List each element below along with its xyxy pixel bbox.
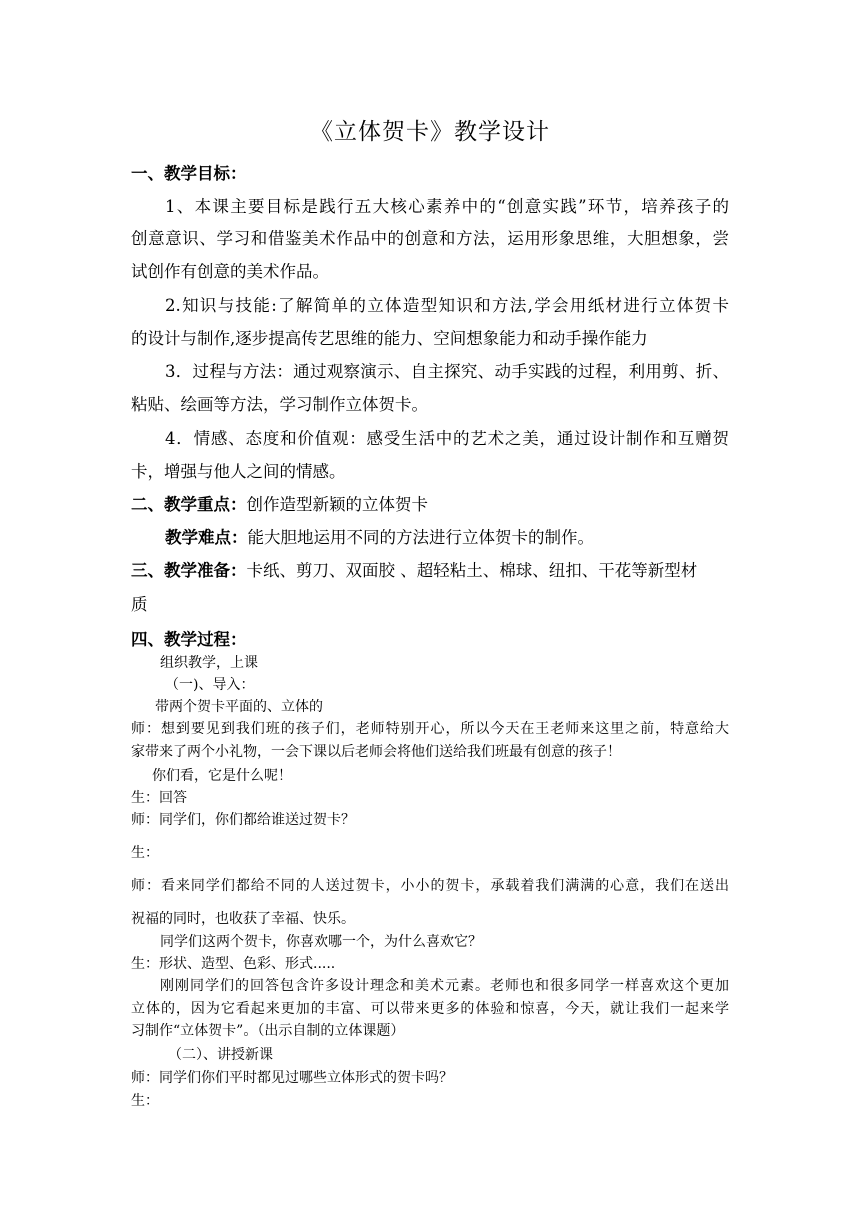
document-title: 《立体贺卡》教学设计 <box>310 119 550 145</box>
process-line: 生： <box>131 845 159 861</box>
section-heading-preparation: 三、教学准备： <box>131 561 247 580</box>
paragraph-line: 卡，增强与他人之间的情感。 <box>131 462 346 481</box>
difficulty-label: 教学难点： <box>165 528 248 547</box>
difficulty-text: 能大胆地运用不同的方法进行立体贺卡的制作。 <box>247 528 594 547</box>
paragraph-line: 3．过程与方法：通过观察演示、自主探究、动手实践的过程，利用剪、折、 <box>165 362 729 381</box>
process-line: 同学们这两个贺卡，你喜欢哪一个，为什么喜欢它？ <box>160 934 482 950</box>
section-heading-key-points: 二、教学重点： <box>131 495 247 514</box>
process-line: 组织教学，上课 <box>160 655 258 671</box>
section-heading-objectives: 一、教学目标： <box>131 164 247 183</box>
process-line: 生：回答 <box>131 790 187 806</box>
process-line: 带两个贺卡平面的、立体的 <box>155 699 323 715</box>
paragraph-line: 粘贴、绘画等方法，学习制作立体贺卡。 <box>131 395 428 414</box>
process-line: （一)、导入： <box>165 677 255 693</box>
section-preparation <box>131 557 729 581</box>
paragraph-line: 2.知识与技能:了解简单的立体造型知识和方法,学会用纸材进行立体贺卡 <box>165 296 729 315</box>
process-line: 生：形状、造型、色彩、形式..... <box>131 956 336 972</box>
process-line: 祝福的同时，也收获了幸福、快乐。 <box>131 911 355 927</box>
process-line: 师：同学们，你们都给谁送过贺卡？ <box>131 812 355 828</box>
paragraph-line: 创意意识、学习和借鉴美术作品中的创意和方法，运用形象思维，大胆想象，尝 <box>131 229 729 248</box>
difficulty-line <box>165 524 594 548</box>
paragraph-line: 的设计与制作,逐步提高传艺思维的能力、空间想象能力和动手操作能力 <box>131 329 648 348</box>
paragraph-line: 试创作有创意的美术作品。 <box>131 262 329 281</box>
process-line: 生： <box>131 1093 159 1109</box>
process-line: 习制作“立体贺卡”。（出示自制的立体课题） <box>131 1023 405 1039</box>
process-line: 师：看来同学们都给不同的人送过贺卡，小小的贺卡，承载着我们满满的心意，我们在送出 <box>131 878 729 894</box>
process-line: 刚刚同学们的回答包含许多设计理念和美术元素。老师也和很多同学一样喜欢这个更加 <box>160 978 729 994</box>
process-line: 立体的，因为它看起来更加的丰富、可以带来更多的体验和惊喜，今天，就让我们一起来学 <box>131 1001 729 1017</box>
section-heading-process: 四、教学过程： <box>131 630 247 649</box>
process-line: 家带来了两个小礼物，一会下课以后老师会将他们送给我们班最有创意的孩子！ <box>131 744 621 760</box>
paragraph-line: 1、本课主要目标是践行五大核心素养中的“创意实践”环节，培养孩子的 <box>165 197 729 216</box>
process-line: 师：同学们你们平时都见过哪些立体形式的贺卡吗？ <box>131 1070 453 1086</box>
process-line: （二）、讲授新课 <box>168 1047 273 1063</box>
section-key-points <box>131 491 428 515</box>
process-line: 你们看，它是什么呢！ <box>152 768 292 784</box>
paragraph-line: 4．情感、态度和价值观：感受生活中的艺术之美，通过设计制作和互赠贺 <box>165 429 729 448</box>
process-line: 师：想到要见到我们班的孩子们，老师特别开心，所以今天在王老师来这里之前，特意给大 <box>131 721 729 737</box>
preparation-text: 卡纸、剪刀、双面胶 、超轻粘土、棉球、纽扣、干花等新型材 <box>246 561 698 580</box>
preparation-text-cont: 质 <box>131 595 148 614</box>
key-points-text: 创作造型新颖的立体贺卡 <box>246 495 428 514</box>
